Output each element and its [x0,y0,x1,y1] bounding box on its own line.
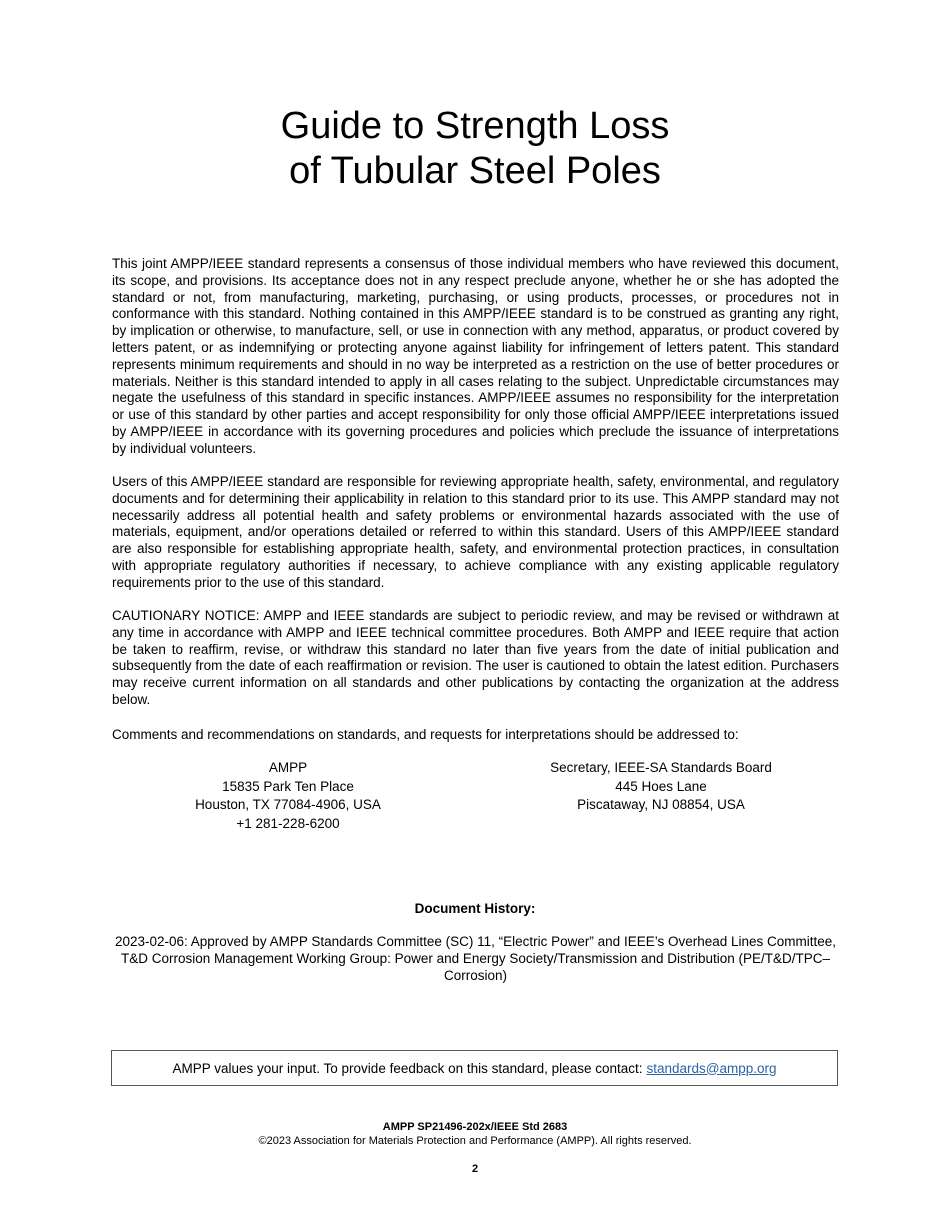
page-number: 2 [471,1163,479,1175]
user-responsibility-paragraph: Users of this AMPP/IEEE standard are responsible for reviewing appropriate health, safety, environmental, and regulatory documents and for determining their applicability in relation to this standard prior to its use. This AMPP standard may not necessarily address all potential health and safety problems or environmental hazards associated with the use of materials, equipment, and/or operations detailed or referred to within this standard. Users of this AMPP/IEEE standard are also responsible for establishing appropriate health, safety, and environmental protection practices, in consultation with appropriate regulatory authorities if necessary, to achieve compliance with any existing applicable regulatory requirements prior to the use of this standard. [112,474,839,590]
feedback-text: AMPP values your input. To provide feedback on this standard, please contact: [172,1060,643,1076]
document-history-heading: Document History: [414,901,536,916]
ampp-city: Houston, TX 77084-4906, USA [195,797,381,813]
ampp-street: 15835 Park Ten Place [222,778,354,794]
ampp-phone: +1 281-228-6200 [236,815,340,831]
ieee-street: 445 Hoes Lane [615,778,707,794]
footer-document-id: AMPP SP21496-202x/IEEE Std 2683 [382,1121,568,1133]
ampp-address [178,759,398,833]
feedback-email-link[interactable]: standards@ampp.org [646,1060,777,1076]
document-title [0,104,950,194]
ampp-name: AMPP [268,760,308,775]
comments-paragraph: Comments and recommendations on standards, and requests for interpretations should be addressed to: [112,727,739,742]
feedback-box [111,1050,838,1086]
ieee-city: Piscataway, NJ 08854, USA [577,797,745,813]
cautionary-notice-paragraph: CAUTIONARY NOTICE: AMPP and IEEE standards are subject to periodic review, and may be revised or withdrawn at any time in accordance with AMPP and IEEE technical committee procedures. Both AMPP and IEEE require that action be taken to reaffirm, revise, or withdraw this standard no later than five years from the date of initial publication and subsequently from the date of each reaffirmation or revision. The user is cautioned to obtain the latest edition. Purchasers may receive current information on all standards and other publications by contacting the organization at the address below. [112,608,839,707]
ieee-name: Secretary, IEEE-SA Standards Board [550,760,772,775]
footer-copyright: ©2023 Association for Materials Protection and Performance (AMPP). All rights reserved. [258,1135,692,1147]
ieee-address [535,759,787,815]
title-line-2: of Tubular Steel Poles [289,150,661,192]
document-history-entry: 2023-02-06: Approved by AMPP Standards Committee (SC) 11, “Electric Power” and IEEE’s Overhead Lines Committee, T&D Corrosion Management Working Group: Power and Energy Society/Transmission and Distribution (PE/T&D/TPC–Corrosion) [114,934,837,983]
consensus-paragraph: This joint AMPP/IEEE standard represents a consensus of those individual members who have reviewed this document, its scope, and provisions. Its acceptance does not in any respect preclude anyone, whether he or she has adopted the standard or not, from manufacturing, marketing, purchasing, or using products, processes, or procedures not in conformance with this standard. Nothing contained in this AMPP/IEEE standard is to be construed as granting any right, by implication or otherwise, to manufacture, sell, or use in connection with any method, apparatus, or product covered by letters patent, or as indemnifying or protecting anyone against liability for infringement of letters patent. This standard represents minimum requirements and should in no way be interpreted as a restriction on the use of better procedures or materials. Neither is this standard intended to apply in all cases relating to the subject. Unpredictable circumstances may negate the usefulness of this standard in specific instances. AMPP/IEEE assumes no responsibility for the interpretation or use of this standard by other parties and accept responsibility for only those official AMPP/IEEE interpretations issued by AMPP/IEEE in accordance with its governing procedures and policies which preclude the issuance of interpretations by individual volunteers. [112,256,839,456]
title-line-1: Guide to Strength Loss [280,105,670,147]
